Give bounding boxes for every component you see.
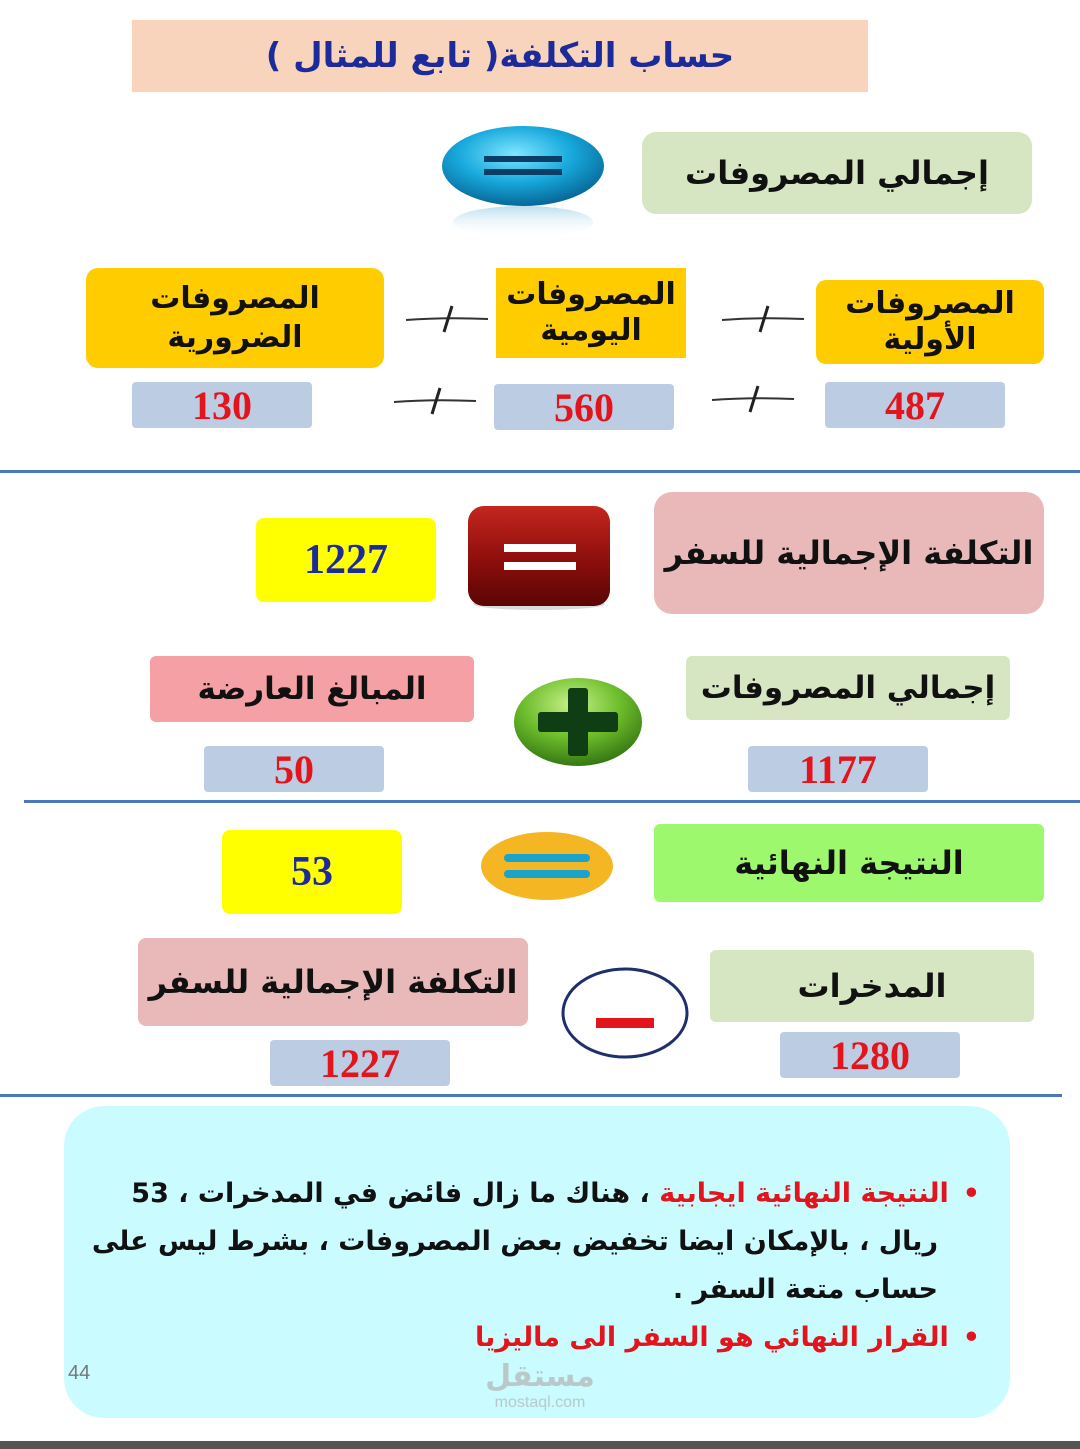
final-result-value-box [222,830,402,914]
final-result-label-box [654,824,1044,902]
essential-expenses-label-box [86,268,384,368]
watermark-brand: مستقل [485,1359,595,1394]
page-title: حساب التكلفة( تابع للمثال ) [265,36,735,76]
savings-label: المدخرات [797,967,947,1005]
page-number: 44 [68,1362,91,1384]
savings-label-box [710,950,1034,1022]
incidental-amounts-value: 50 [274,746,314,792]
summary-bullet-1 [90,1170,980,1362]
daily-expenses-label-box [496,268,686,358]
total-travel-cost-label: التكلفة الإجمالية للسفر [148,963,518,1001]
daily-expenses-value: 560 [554,384,614,430]
initial-expenses-label-line2: الأولية [883,322,977,357]
essential-expenses-label-line2: الضرورية [167,320,303,355]
final-result-label: النتيجة النهائية [734,844,964,882]
total-expenses-label-box [686,656,1010,720]
essential-expenses-value-box [132,382,312,428]
equals-icon [440,122,606,242]
savings-value: 1280 [830,1032,910,1078]
daily-expenses-value-box [494,384,674,430]
total-expenses-label: إجمالي المصروفات [700,670,996,706]
bottom-bar [0,1441,1080,1449]
final-result-value: 53 [291,849,333,895]
incidental-amounts-label: المبالغ العارضة [197,671,427,707]
bullet-icon: • [962,1322,980,1353]
total-travel-cost-value-box [270,1040,450,1086]
plus-icon [710,384,796,414]
total-travel-cost-label-box [138,938,528,1026]
total-travel-cost-label: التكلفة الإجمالية للسفر [664,534,1034,572]
initial-expenses-value-box [825,382,1005,428]
total-travel-cost-value: 1227 [320,1040,400,1086]
daily-expenses-label-line1: المصروفات [506,277,676,312]
title-banner [132,20,868,92]
minus-icon [560,966,690,1060]
initial-expenses-value: 487 [885,382,945,428]
total-expenses-label-box [642,132,1032,214]
initial-expenses-label-line1: المصروفات [845,286,1015,321]
total-expenses-value-box [748,746,928,792]
total-expenses-label: إجمالي المصروفات [685,154,989,192]
initial-expenses-label-box [816,280,1044,364]
equals-icon [466,504,612,612]
summary-line-4 [90,1314,980,1362]
essential-expenses-value: 130 [192,382,252,428]
summary-line-3: حساب متعة السفر . [672,1274,938,1305]
plus-icon [512,676,644,768]
section-divider [24,800,1080,803]
watermark-logo [470,1360,610,1412]
plus-icon [392,386,478,416]
watermark-url: mostaql.com [494,1394,586,1411]
plus-icon [404,304,490,334]
savings-value-box [780,1032,960,1078]
summary-line-2: ريال ، بالإمكان ايضا تخفيض بعض المصروفات ، بشرط ليس على [91,1226,938,1257]
final-decision-text: القرار النهائي هو السفر الى ماليزيا [474,1322,949,1353]
daily-expenses-label-line2: اليومية [540,313,642,348]
total-travel-cost-value-box [256,518,436,602]
section-divider [0,470,1080,473]
total-travel-cost-value: 1227 [304,537,388,583]
essential-expenses-label-line1: المصروفات [150,281,320,316]
incidental-amounts-value-box [204,746,384,792]
total-expenses-value: 1177 [799,746,877,792]
equals-icon [480,830,614,902]
bullet-icon: • [962,1178,980,1209]
section-divider [0,1094,1062,1097]
summary-line-1 [90,1170,980,1218]
surplus-text: ، هناك ما زال فائض في المدخرات ، 53 [131,1178,660,1209]
plus-icon [720,304,806,334]
incidental-amounts-label-box [150,656,474,722]
total-travel-cost-label-box [654,492,1044,614]
positive-result-text: النتيجة النهائية ايجابية [659,1178,949,1209]
